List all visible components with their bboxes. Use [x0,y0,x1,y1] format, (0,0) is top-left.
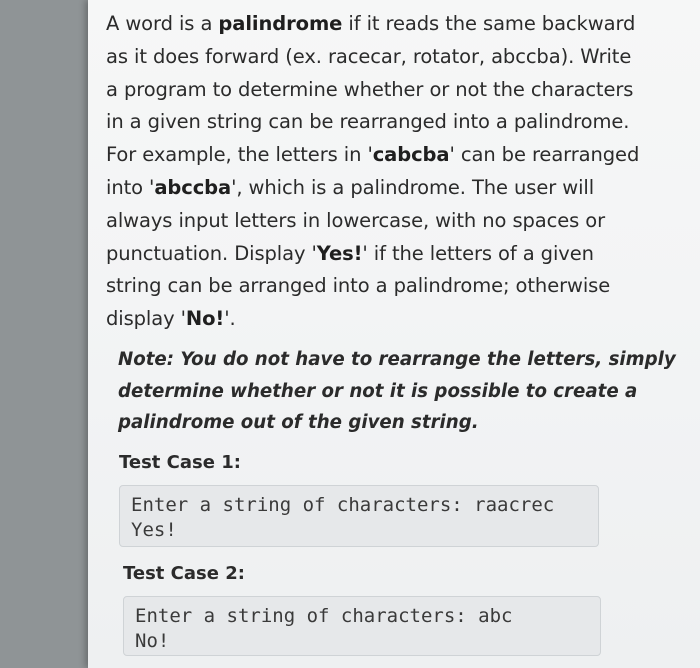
problem-statement [106,8,646,336]
text-run: display ' [106,307,186,331]
console-result-line: Yes! [131,519,177,541]
problem-line [106,172,646,205]
bold-term: palindrome [218,12,343,35]
note-line: determine whether or not it is possible to create a [118,380,638,402]
console-prompt-line: Enter a string of characters: raacrec [131,494,555,516]
text-run: string can be arranged into a palindrome; otherwise [106,274,611,298]
problem-line [106,41,646,74]
problem-line [106,74,646,107]
text-run: into ' [106,175,155,199]
problem-line [106,139,646,172]
console-result-line: No! [135,630,170,652]
text-run: a program to determine whether or not the characters [106,77,634,101]
problem-line [106,205,646,238]
text-run: as it does forward (ex. racecar, rotator, abccba). Write [106,44,632,68]
console-prompt-line: Enter a string of characters: abc [135,605,513,627]
bold-term: No! [185,307,225,331]
text-run: in a given string can be rearranged into a palindrome. [106,110,630,134]
problem-line [106,8,646,41]
test-case-2-output [123,596,601,656]
problem-line [106,303,646,336]
document-page [88,0,700,668]
note-line: Note: You do not have to rearrange the letters, simply [118,349,676,370]
text-run: always input letters in lowercase, with no spaces or [106,208,606,232]
text-run: ', which is a palindrome. The user will [231,175,595,199]
test-case-1-output [119,485,599,547]
problem-line [106,106,646,139]
problem-line [106,238,646,271]
text-run: punctuation. Display ' [106,241,317,265]
bold-term: cabcba [372,143,450,167]
problem-line [106,270,646,303]
note-line: palindrome out of the given string. [118,412,479,433]
text-run: A word is a [106,12,219,35]
text-run: For example, the letters in ' [106,143,373,167]
test-case-2-heading: Test Case 2: [123,563,245,584]
bold-term: abccba [154,175,232,199]
bold-term: Yes! [316,241,363,265]
text-run: ' if the letters of a given [362,241,594,265]
test-case-1-heading: Test Case 1: [119,452,241,473]
text-run: if it reads the same backward [342,12,636,35]
text-run: '. [224,307,236,331]
text-run: ' can be rearranged [449,143,640,167]
note-paragraph [118,344,676,439]
